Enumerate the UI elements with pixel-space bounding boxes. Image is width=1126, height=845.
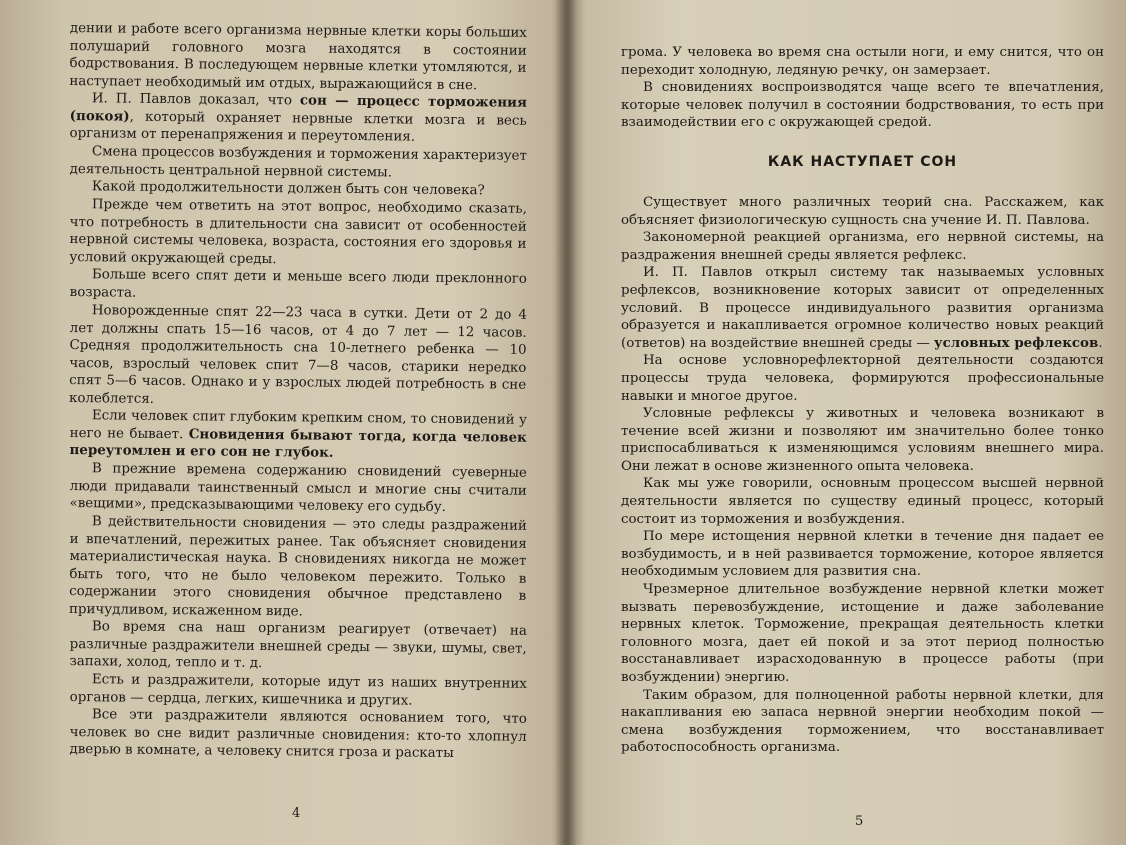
paragraph: По мере истощения нервной клетки в течение дня падает ее возбудимость, и в ней развивается торможение, которое является необходимым условием для развития сна. [621,529,1104,580]
paragraph: Как мы уже говорили, основным процессом высшей нервной деятельности является по существу единый процесс, который состоит из торможения и возбуждения. [621,476,1104,527]
paragraph: Все эти раздражители являются основанием того, что человек во сне видит различные сновидения: кто-то хлопнул дверью в комнате, а человеку снится гроза и раскаты [69,707,527,762]
paragraph: Чрезмерное длительное возбуждение нервной клетки может вызвать перевозбуждение, истощение и даже заболевание нервных клеток. Торможение, прекращая деятельность клетки головного мозга, дает ей покой и за этот период полностью восстанавливает израсходованную в процессе работы (при возбуждении) энергию. [621,582,1104,685]
paragraph: Существует много различных теорий сна. Расскажем, как объясняет физиологическую сущность сна учение И. П. Павлова. [621,194,1104,228]
paragraph: В сновидениях воспроизводятся чаще всего те впечатления, которые человек получил в состоянии бодрствования, то есть при взаимодействии его с окружающей средой. [621,80,1104,131]
bold-text: сон — процесс торможения (покоя) [69,92,527,125]
paragraph-pavlov [69,90,527,148]
right-page [565,0,1126,845]
paragraph: На основе условнорефлекторной деятельности создаются процессы труда человека, формируются профессиональные навыки и многое другое. [621,353,1104,404]
text-run: И. П. Павлов открыл систему так называемых условных рефлексов, возникновение которых зависит от определенных условий. В процессе индивидуального развития организма образуется и накапливается огромное количество новых реакций (ответов) на воздействие внешней среды — [621,265,1104,351]
text-run: И. П. Павлов доказал, что [91,91,300,109]
paragraph-dreams [69,407,527,465]
paragraph: Какой продолжительности должен быть сон человека? [91,179,485,199]
text-run: Если человек спит глубоким крепким сном, то сновидений у него не бывает. [69,408,527,442]
paragraph: Смена процессов возбуждения и торможения характеризует деятельность центральной нервной системы. [69,144,527,181]
paragraph: В прежние времена содержанию сновидений суеверные люди придавали таинственный смысл и многие сны считали «вещими», предсказывающими человеку его судьбу. [69,461,527,515]
paragraph: Больше всего спят дети и меньше всего люди преклонного возраста. [69,267,527,301]
paragraph: грома. У человека во время сна остыли ноги, и ему снится, что он переходит холодную, ледяную речку, он замерзает. [621,45,1104,78]
paragraph: дении и работе всего организма нервные клетки коры больших полушарий головного мозга находятся в состоянии бодрствования. В последующем нервные клетки утомляются, и наступает необходимый им отдых, выражающийся в сне. [69,20,527,94]
paragraph: Прежде чем ответить на этот вопрос, необходимо сказать, что потребность в длительности сна зависит от особенностей нервной системы человека, возраста, состояния его здоровья и условий окружающей среды. [69,197,527,267]
paragraph: Условные рефлексы у животных и человека возникают в течение всей жизни и позволяют им значительно более тонко приспосабливаться к изменяющимся условиям внешнего мира. Они лежат в основе жизненного опыта человека. [621,406,1104,474]
paragraph: Новорожденные спят 22—23 часа в сутки. Дети от 2 до 4 лет должны спать 15—16 часов, от 4 до 7 лет — 12 часов. Средняя продолжительность сна 10-летнего ребенка — 10 часов, взрослый человек спит 7—8 часов, старики нередко спят 5—6 часов. Однако и у взрослых людей потребность в сне колеблется. [68,302,527,407]
section-heading: КАК НАСТУПАЕТ СОН [767,153,958,170]
paragraph: Таким образом, для полноценной работы нервной клетки, для накапливания ею запаса нервной энергии необходим покой — смена возбуждения торможением, что восстанавливает работоспособность организма. [621,687,1104,756]
bold-text: Сновидения бывают тогда, когда человек переутомлен и его сон не глубок. [69,425,527,462]
text-run: . [1098,335,1103,351]
paragraph: В действительности сновидения — это следы раздражений и впечатлений, пережитых ранее. Так объясняет сновидения материалистическая наука. В сновидениях никогда не может быть того, что не было человеком пережито. Только в содержании этого сновидения обычное представлено в причудливом, искаженном виде. [68,513,527,620]
page-number: 5 [855,814,864,829]
paragraph: Во время сна наш организм реагирует (отвечает) на различные раздражители внешней среды — звуки, шумы, свет, запахи, холод, тепло и т. д. [69,619,527,672]
bold-text: условных рефлексов [934,334,1099,351]
text-run: , который охраняет нервные клетки мозга и весь организм от перенапряжения и переутомления. [69,109,527,146]
paragraph-reflexes [621,264,1104,352]
paragraph: Закономерной реакцией организма, его нервной системы, на раздражения внешней среды является рефлекс. [621,230,1104,263]
paragraph: Есть и раздражители, которые идут из наших внутренних органов — сердца, легких, кишечника и других. [69,672,527,709]
page-number: 4 [292,806,301,821]
